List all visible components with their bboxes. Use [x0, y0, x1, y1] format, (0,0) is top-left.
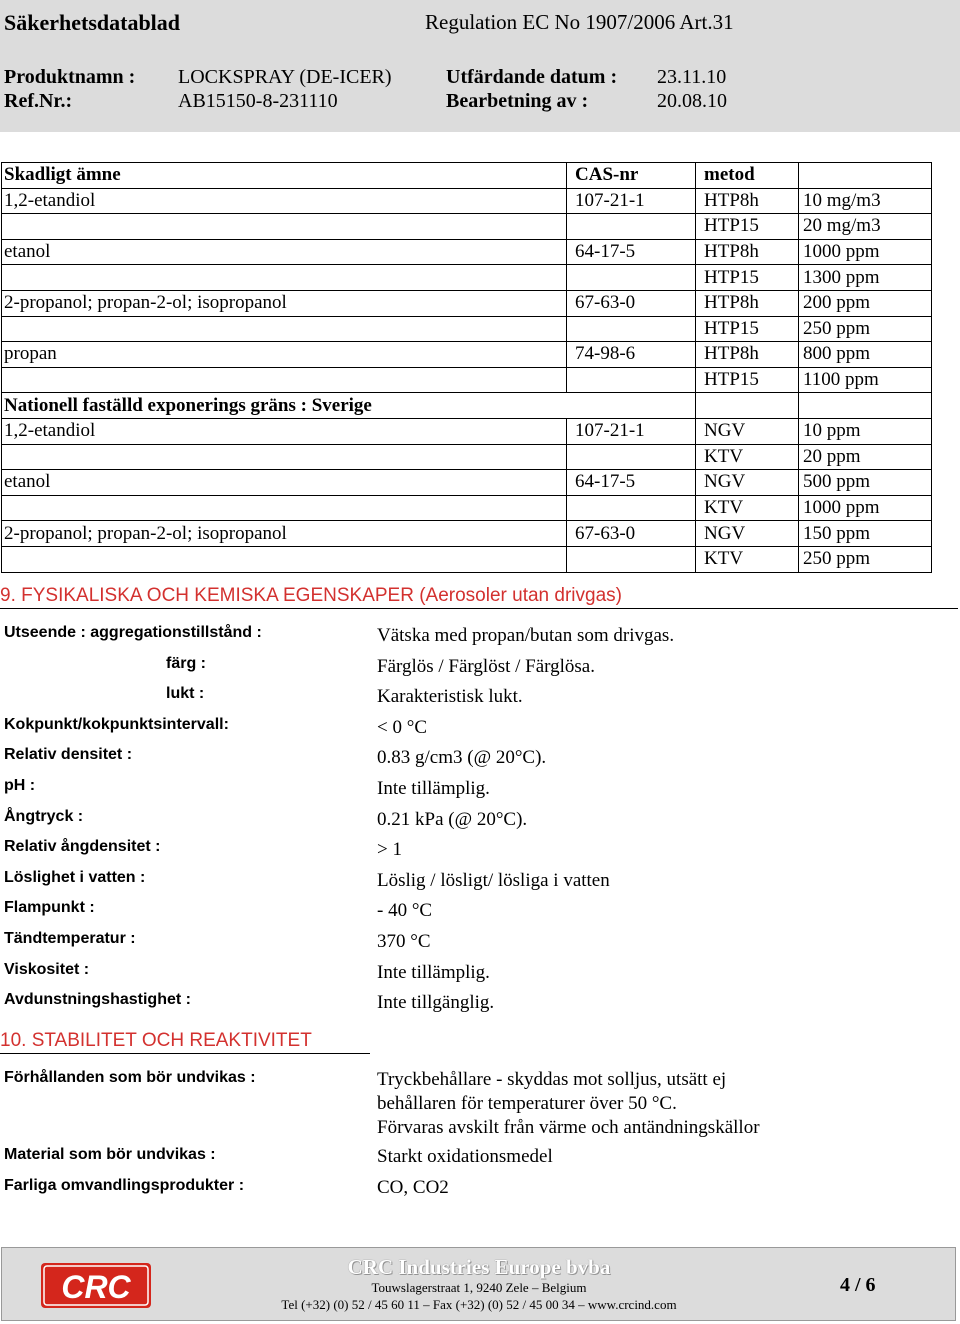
property-value: Inte tillämplig. [377, 778, 490, 799]
property-label: Kokpunkt/kokpunktsintervall: [4, 716, 229, 733]
property-value: Färglös / Färglöst / Färglösa. [377, 656, 595, 677]
section-10-heading: 10. STABILITET OCH REAKTIVITET [0, 1030, 312, 1051]
conditions-to-avoid-label: Förhållanden som bör undvikas : [4, 1069, 256, 1086]
issue-date-label: Utfärdande datum : [446, 66, 618, 88]
table-cell: 1000 ppm [799, 239, 932, 265]
table-cell: 800 ppm [799, 342, 932, 368]
property-value: < 0 °C [377, 717, 427, 738]
table-cell: 107-21-1 [567, 188, 696, 214]
table-cell: Skadligt ämne [2, 163, 567, 189]
national-limits-heading: Nationell faställd exponerings gräns : Sverige [2, 393, 696, 419]
document-title: Säkerhetsdatablad [4, 10, 181, 35]
property-label: Flampunkt : [4, 899, 95, 916]
table-cell: 107-21-1 [567, 418, 696, 444]
national-limits-heading-row [2, 393, 932, 419]
table-row [2, 521, 932, 547]
property-value: 370 °C [377, 931, 431, 952]
table-cell: HTP8h [696, 239, 799, 265]
property-label: lukt : [166, 685, 205, 702]
materials-to-avoid-label: Material som bör undvikas : [4, 1146, 216, 1163]
crc-logo-text: CRC [61, 1269, 131, 1305]
table-row [2, 418, 932, 444]
table-cell [567, 316, 696, 342]
table-cell: KTV [696, 444, 799, 470]
table-cell: 20 mg/m3 [799, 214, 932, 240]
property-label: Relativ ångdensitet : [4, 838, 161, 855]
section-9-divider [0, 608, 958, 609]
table-cell [2, 265, 567, 291]
table-row [2, 342, 932, 368]
conditions-line-2: behållaren för temperaturer över 50 °C. [377, 1093, 677, 1114]
table-cell [2, 495, 567, 521]
property-value: Löslig / lösligt/ lösliga i vatten [377, 870, 610, 891]
footer-contact: Tel (+32) (0) 52 / 45 60 11 – Fax (+32) (0) 52 / 45 00 34 – www.crcind.com [281, 1297, 677, 1312]
hazardous-products-label: Farliga omvandlingsprodukter : [4, 1177, 245, 1194]
table-cell: etanol [2, 239, 567, 265]
page-number: 4 / 6 [840, 1274, 876, 1296]
table-cell: HTP15 [696, 265, 799, 291]
table-cell [2, 546, 567, 572]
property-label: Viskositet : [4, 961, 90, 978]
table-row [2, 290, 932, 316]
table-cell: 67-63-0 [567, 521, 696, 547]
table-cell: metod [696, 163, 799, 189]
table-cell: 500 ppm [799, 470, 932, 496]
table-cell: 150 ppm [799, 521, 932, 547]
property-label: Ångtryck : [4, 808, 84, 825]
revision-date-label: Bearbetning av : [446, 90, 589, 112]
table-cell: 1,2-etandiol [2, 188, 567, 214]
table-cell: 1100 ppm [799, 367, 932, 393]
property-label: Avdunstningshastighet : [4, 991, 191, 1008]
table-cell: CAS-nr [567, 163, 696, 189]
table-row [2, 265, 932, 291]
table-row [2, 495, 932, 521]
table-row [2, 316, 932, 342]
table-cell [2, 367, 567, 393]
table-cell: 200 ppm [799, 290, 932, 316]
product-name-label: Produktnamn : [4, 66, 136, 88]
property-value: Vätska med propan/butan som drivgas. [377, 625, 675, 646]
property-value: Karakteristisk lukt. [377, 686, 523, 707]
table-cell [2, 316, 567, 342]
table-header-row [2, 163, 932, 189]
conditions-line-3: Förvaras avskilt från värme och antändningskällor [377, 1117, 760, 1138]
product-name-value: LOCKSPRAY (DE-ICER) [178, 66, 392, 88]
table-cell: HTP8h [696, 290, 799, 316]
property-value: > 1 [377, 839, 402, 860]
conditions-line-1: Tryckbehållare - skyddas mot solljus, utsätt ej [377, 1069, 727, 1090]
hazardous-products-value: CO, CO2 [377, 1177, 449, 1198]
table-cell [567, 367, 696, 393]
table-cell: HTP15 [696, 316, 799, 342]
table-cell: 67-63-0 [567, 290, 696, 316]
property-label: Löslighet i vatten : [4, 869, 146, 886]
footer-company-name: CRC Industries Europe bvba [347, 1255, 611, 1279]
table-cell: NGV [696, 418, 799, 444]
ref-number-label: Ref.Nr.: [4, 90, 73, 112]
table-cell: HTP8h [696, 188, 799, 214]
table-cell: 74-98-6 [567, 342, 696, 368]
materials-to-avoid-value: Starkt oxidationsmedel [377, 1146, 553, 1167]
table-cell [567, 265, 696, 291]
regulation-reference: Regulation EC No 1907/2006 Art.31 [425, 10, 734, 34]
table-cell: 64-17-5 [567, 239, 696, 265]
table-cell: 10 mg/m3 [799, 188, 932, 214]
property-value: 0.83 g/cm3 (@ 20°C). [377, 747, 547, 768]
property-value: 0.21 kPa (@ 20°C). [377, 809, 528, 830]
table-cell: HTP8h [696, 342, 799, 368]
section-9-heading: 9. FYSIKALISKA OCH KEMISKA EGENSKAPER (Aerosoler utan drivgas) [0, 585, 622, 606]
table-cell: 20 ppm [799, 444, 932, 470]
table-cell: KTV [696, 495, 799, 521]
table-cell [696, 393, 799, 419]
table-cell: 1,2-etandiol [2, 418, 567, 444]
table-row [2, 239, 932, 265]
section-10-divider [0, 1053, 370, 1054]
table-cell [799, 393, 932, 419]
table-cell: 10 ppm [799, 418, 932, 444]
table-cell: NGV [696, 521, 799, 547]
table-cell: 1000 ppm [799, 495, 932, 521]
table-cell: 2-propanol; propan-2-ol; isopropanol [2, 521, 567, 547]
table-cell: etanol [2, 470, 567, 496]
footer-address: Touwslagerstraat 1, 9240 Zele – Belgium [371, 1280, 587, 1295]
table-cell [567, 444, 696, 470]
table-cell [2, 214, 567, 240]
table-cell: 250 ppm [799, 316, 932, 342]
table-cell: HTP15 [696, 214, 799, 240]
table-row [2, 444, 932, 470]
table-cell [799, 163, 932, 189]
issue-date-value: 23.11.10 [657, 66, 727, 88]
property-label: Tändtemperatur : [4, 930, 136, 947]
table-row [2, 470, 932, 496]
table-cell: 250 ppm [799, 546, 932, 572]
revision-date-value: 20.08.10 [657, 90, 727, 112]
table-cell [567, 495, 696, 521]
table-cell: NGV [696, 470, 799, 496]
table-row [2, 214, 932, 240]
table-cell: 64-17-5 [567, 470, 696, 496]
property-value: - 40 °C [377, 900, 433, 921]
table-row [2, 188, 932, 214]
table-cell [2, 444, 567, 470]
property-value: Inte tillgänglig. [377, 992, 495, 1013]
table-cell: KTV [696, 546, 799, 572]
table-row [2, 546, 932, 572]
property-value: Inte tillämplig. [377, 962, 490, 983]
table-cell: 1300 ppm [799, 265, 932, 291]
table-row [2, 367, 932, 393]
property-label: Relativ densitet : [4, 746, 133, 763]
property-label: pH : [4, 777, 36, 794]
table-cell: propan [2, 342, 567, 368]
table-cell [567, 546, 696, 572]
property-label: färg : [166, 655, 206, 672]
table-cell [567, 214, 696, 240]
table-cell: 2-propanol; propan-2-ol; isopropanol [2, 290, 567, 316]
exposure-limits-table [1, 162, 932, 573]
ref-number-value: AB15150-8-231110 [178, 90, 338, 112]
property-label: Utseende : aggregationstillstånd : [4, 624, 262, 641]
table-cell: HTP15 [696, 367, 799, 393]
